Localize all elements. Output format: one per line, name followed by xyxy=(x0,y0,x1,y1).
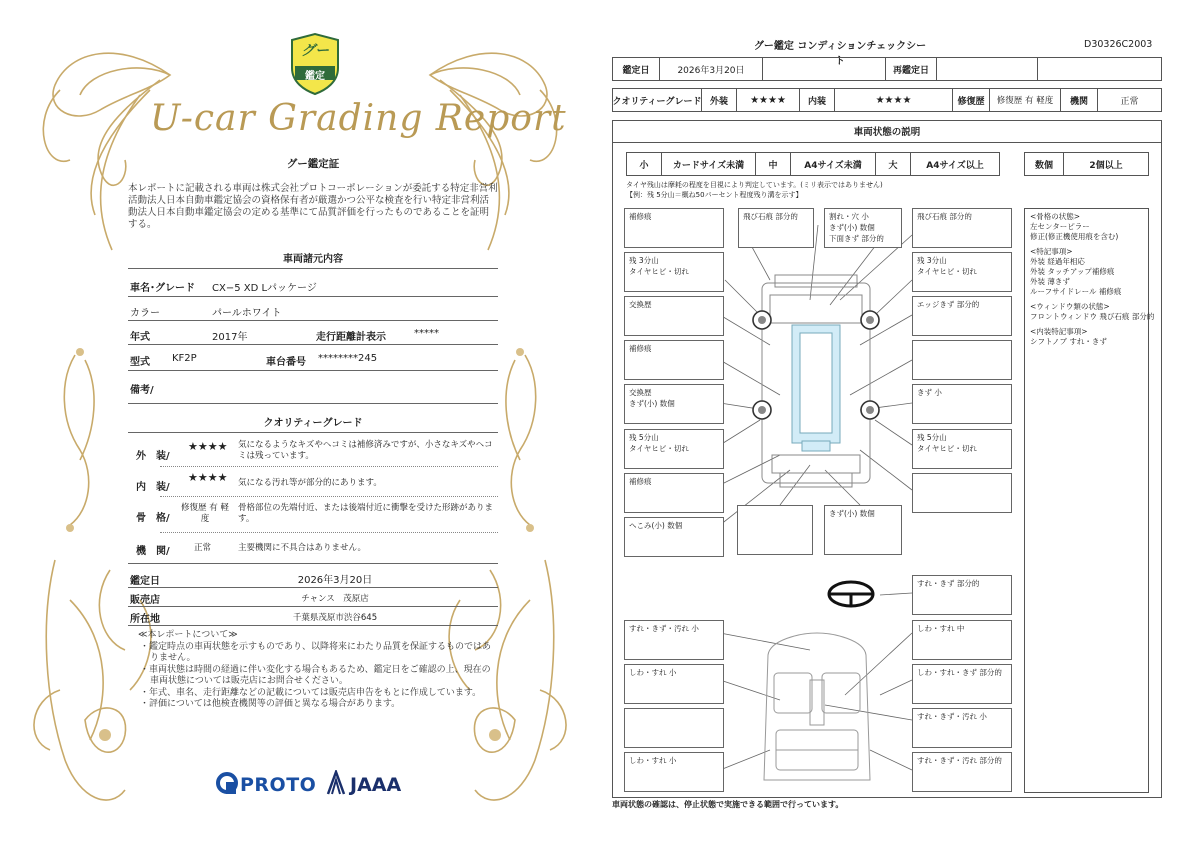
quality-exterior-text: 気になるようなキズやヘコミは補修済みですが、小さなキズやヘコミは残っています。 xyxy=(238,440,493,461)
cert-date-label: 鑑定日 xyxy=(130,576,160,587)
sheet-exterior-stars: ★★★★ xyxy=(736,88,800,112)
sheet-interior-stars: ★★★★ xyxy=(834,88,953,112)
logo-top-text: グー xyxy=(301,43,329,59)
note-n15: へこみ(小) 数個 xyxy=(624,517,724,557)
note-3: ・年式、車名、走行距離などの記載については販売店申告をもとに作成しています。 xyxy=(140,687,482,698)
cert-date-value: 2026年3月20日 xyxy=(297,575,373,586)
notes-title: ≪本レポートについて≫ xyxy=(138,630,238,640)
report-script-title: U-car Grading Report xyxy=(150,98,567,139)
size-count-desc: 2個以上 xyxy=(1063,152,1149,176)
tire-note-1: タイヤ残山は摩耗の程度を目視により判定しています。(ミリ表示ではありません) xyxy=(626,181,883,189)
sheet-engine-value: 正常 xyxy=(1097,88,1162,112)
cert-address-label: 所在地 xyxy=(130,614,160,625)
spec-name-label: 車名･グレード xyxy=(130,283,195,294)
sheet-repair-value: 修復歴 有 軽度 xyxy=(989,88,1061,112)
note-blank-d xyxy=(624,708,724,748)
spec-name-value: CX−5 XD Lパッケージ xyxy=(212,283,317,294)
spec-color-label: カラー xyxy=(130,308,160,319)
size-count: 数個 xyxy=(1024,152,1064,176)
note-1: ・鑑定時点の車両状態を示すものであり、以降将来にわたり品質を保証するものではありません。 xyxy=(140,641,492,663)
spec-mileage-label: 走行距離計表示 xyxy=(316,332,386,343)
size-medium-desc: A4サイズ未満 xyxy=(790,152,876,176)
quality-exterior-label: 外 装/ xyxy=(136,451,170,462)
quality-exterior-stars: ★★★★ xyxy=(188,440,228,453)
note-n24: すれ・きず・汚れ 部分的 xyxy=(912,752,1012,792)
quality-engine-value: 正常 xyxy=(194,543,212,553)
jaaa-logo-mark xyxy=(326,770,346,796)
sheet-exterior-label: 外装 xyxy=(701,88,737,112)
size-small: 小 xyxy=(626,152,662,176)
jaaa-logo: JAAA xyxy=(350,774,402,796)
quality-interior-text: 気になる汚れ等が部分的にあります。 xyxy=(238,478,382,488)
spec-model-value: KF2P xyxy=(172,353,197,364)
sheet-code: D30326C2003 xyxy=(1084,39,1153,50)
note-blank-c xyxy=(737,505,813,555)
spec-color-value: パールホワイト xyxy=(212,308,282,319)
note-n10: 交換歴 きず(小) 数個 xyxy=(624,384,724,424)
quality-interior-stars: ★★★★ xyxy=(188,471,228,484)
note-n19: しわ・すれ 中 xyxy=(912,620,1012,660)
cert-shop-value: チャンス 茂原店 xyxy=(301,594,369,604)
sheet-engine-label: 機関 xyxy=(1060,88,1098,112)
proto-logo-mark xyxy=(216,772,238,796)
reinspect-value xyxy=(936,57,1038,81)
cert-address-value: 千葉県茂原市渋谷645 xyxy=(292,613,378,623)
quality-interior-label: 内 装/ xyxy=(136,482,170,493)
spec-remarks-label: 備考/ xyxy=(130,385,154,396)
state-title: 車両状態の説明 xyxy=(612,120,1162,143)
reinspect-label: 再鑑定日 xyxy=(885,57,937,81)
note-n17: すれ・きず 部分的 xyxy=(912,575,1012,615)
note-n18: すれ・きず・汚れ 小 xyxy=(624,620,724,660)
spec-mileage-value: ***** xyxy=(414,328,439,339)
reinspect-blank xyxy=(1037,57,1162,81)
quality-frame-text: 骨格部位の先端付近、または後端付近に衝撃を受けた形跡があります。 xyxy=(238,503,494,524)
sheet-date-value: 2026年3月20日 xyxy=(659,57,763,81)
note-n1: 補修痕 xyxy=(624,208,724,248)
sheet-repair-label: 修復歴 xyxy=(952,88,990,112)
quality-frame-label: 骨 格/ xyxy=(136,513,170,524)
note-n16: きず(小) 数個 xyxy=(824,505,902,555)
special-notes-list: <骨格の状態> 左センターピラー 修正(修正機使用痕を含む) <特記事項> 外装 経過年相応 外装 タッチアップ補修痕 外装 薄きず ルーフサイドレール 補修痕 <ウィンドウ類の状態> フロントウィンドウ 飛び石痕 部分的 <内装特記事項> シフトノブ すれ・きず xyxy=(1024,208,1149,793)
note-n21: しわ・すれ・きず 部分的 xyxy=(912,664,1012,704)
logo-bottom-text: 鑑定 xyxy=(305,71,325,82)
note-n22: すれ・きず・汚れ 小 xyxy=(912,708,1012,748)
sheet-date-blank xyxy=(762,57,886,81)
note-n12: 残 5分山 タイヤヒビ・切れ xyxy=(624,429,724,469)
note-n7: 交換歴 xyxy=(624,296,724,336)
specs-title: 車両諸元内容 xyxy=(283,254,343,265)
sheet-date-label: 鑑定日 xyxy=(612,57,660,81)
size-small-desc: カードサイズ未満 xyxy=(661,152,756,176)
proto-logo: PROTO xyxy=(240,774,317,796)
note-4: ・評価については他検査機関等の評価と異なる場合があります。 xyxy=(140,699,401,709)
cert-shop-label: 販売店 xyxy=(130,595,160,606)
tire-note-2: 【例：残 5分山＝概ね50パーセント程度残り溝を示す】 xyxy=(626,191,803,199)
note-blank-b xyxy=(912,473,1012,513)
quality-title: クオリティーグレード xyxy=(263,418,363,429)
sheet-interior-label: 内装 xyxy=(799,88,835,112)
certificate-heading: グー鑑定証 xyxy=(286,158,340,170)
note-n9: 補修痕 xyxy=(624,340,724,380)
note-n14: 補修痕 xyxy=(624,473,724,513)
note-2: ・車両状態は時間の経過に伴い変化する場合もあるため、鑑定日をご確認の上、現在の車両状態については販売店にお問合せください。 xyxy=(140,664,491,686)
note-blank-a xyxy=(912,340,1012,380)
note-n11: きず 小 xyxy=(912,384,1012,424)
certificate-body: 本レポートに記載される車両は株式会社プロトコーポレーションが委託する特定非営利活動法人日本自動車鑑定協会の資格保有者が厳選かつ公平な検査を行い特定非営利活動法人日本自動車鑑定協会の定める基準にて品質評価を行ったものであることを証明する。 xyxy=(128,183,498,230)
note-n20: しわ・すれ 小 xyxy=(624,664,724,704)
spec-year-value: 2017年 xyxy=(212,332,248,343)
quality-frame-value: 修復歴 有 軽度 xyxy=(181,503,229,524)
note-n6: 残 3分山 タイヤヒビ・切れ xyxy=(912,252,1012,292)
condition-check-sheet xyxy=(600,0,1200,848)
note-n5: 残 3分山 タイヤヒビ・切れ xyxy=(624,252,724,292)
note-n3: 割れ・穴 小 きず(小) 数個 下面きず 部分的 xyxy=(824,208,902,248)
spec-chassis-label: 車台番号 xyxy=(266,357,306,368)
spec-chassis-value: ********245 xyxy=(318,353,378,364)
sheet-title: グー鑑定 コンディションチェックシート xyxy=(753,41,927,67)
note-n8: エッジきず 部分的 xyxy=(912,296,1012,336)
note-n4: 飛び石痕 部分的 xyxy=(912,208,1012,248)
quality-engine-label: 機 関/ xyxy=(136,546,170,557)
sheet-footer: 車両状態の確認は、停止状態で実施できる範囲で行っています。 xyxy=(612,800,844,809)
sheet-grade-label: クオリティーグレード xyxy=(612,88,702,112)
quality-engine-text: 主要機関に不具合はありません。 xyxy=(238,543,367,553)
size-large: 大 xyxy=(875,152,911,176)
note-n23: しわ・すれ 小 xyxy=(624,752,724,792)
report-notes xyxy=(138,630,498,711)
spec-year-label: 年式 xyxy=(130,332,150,343)
note-n13: 残 5分山 タイヤヒビ・切れ xyxy=(912,429,1012,469)
size-large-desc: A4サイズ以上 xyxy=(910,152,1000,176)
size-medium: 中 xyxy=(755,152,791,176)
note-n2: 飛び石痕 部分的 xyxy=(738,208,814,248)
spec-model-label: 型式 xyxy=(130,357,150,368)
